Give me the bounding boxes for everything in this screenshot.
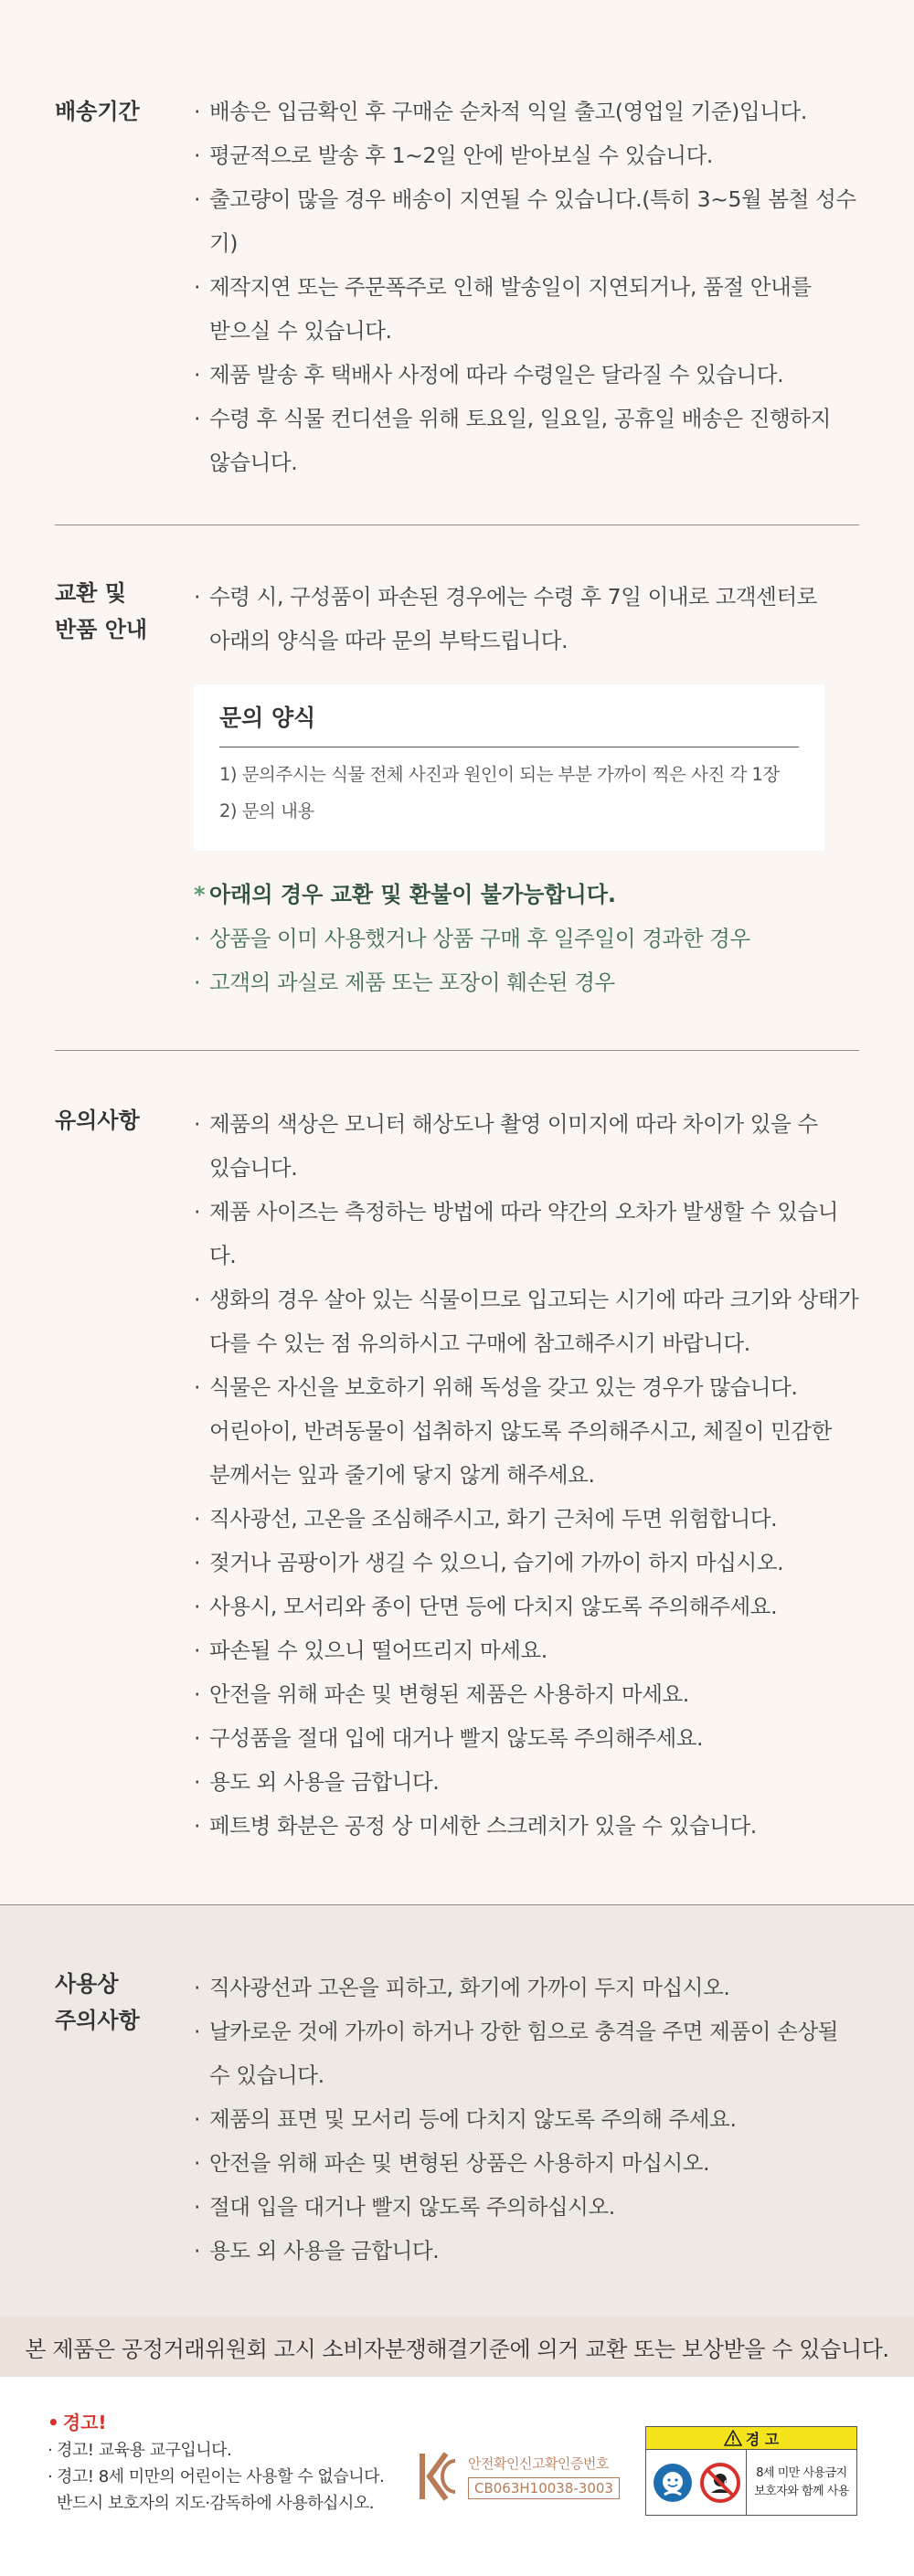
consumer-notice-band: 본 제품은 공정거래위원회 고시 소비자분쟁해결기준에 의거 교환 또는 보상받을 수 있습니다.: [0, 2316, 914, 2377]
usage-section: [0, 1905, 914, 2316]
shipping-list: [194, 90, 859, 484]
caution-section: [0, 1051, 914, 1904]
list-item: · 직사광선, 고온을 조심해주시고, 화기 근처에 두면 위험합니다.: [194, 1497, 859, 1541]
hazard-label: [645, 2426, 857, 2516]
inquiry-title: 문의 양식: [219, 705, 316, 731]
hazard-header: [646, 2427, 856, 2450]
list-item: · 페트병 화분은 공정 상 미세한 스크레치가 있을 수 있습니다.: [194, 1804, 859, 1848]
list-item: · 경고! 교육용 교구입니다.: [48, 2437, 384, 2464]
list-item: · 안전을 위해 파손 및 변형된 제품은 사용하지 마세요.: [194, 1672, 859, 1716]
warning-title: • 경고!: [48, 2412, 107, 2433]
child-face-icon: [652, 2462, 694, 2504]
usage-label: 사용상 주의사항: [55, 1971, 140, 2033]
list-item: · 생화의 경우 살아 있는 식물이므로 입고되는 시기에 따라 크기와 상태가 다를 수 있는 점 유의하시고 구매에 참고해주시기 바랍니다.: [194, 1277, 859, 1365]
age-prohibited-icon: [699, 2462, 741, 2504]
hazard-text-line2: 보호자와 함께 사용: [754, 2484, 849, 2498]
list-item: · 수령 시, 구성품이 파손된 경우에는 수령 후 7일 이내로 고객센터로 아래의 양식을 따라 문의 부탁드립니다.: [194, 575, 859, 663]
list-item: 2) 문의 내용: [219, 800, 314, 822]
exchange-list: [194, 575, 859, 663]
inquiry-list: [219, 757, 799, 830]
list-item: · 배송은 입금확인 후 구매순 순차적 익일 출고(영업일 기준)입니다.: [194, 90, 859, 133]
usage-wrapper: [0, 1904, 914, 2377]
warning-list: [48, 2437, 384, 2517]
asterisk-icon: *: [194, 882, 206, 907]
list-item: · 구성품을 절대 입에 대거나 빨지 않도록 주의해주세요.: [194, 1716, 859, 1760]
bullet-dot-icon: •: [48, 2412, 59, 2433]
exchange-section: [0, 525, 914, 1050]
exchange-label: 교환 및 반품 안내: [55, 580, 148, 642]
list-item: · 수령 후 식물 컨디션을 위해 토요일, 일요일, 공휴일 배송은 진행하지 않습니다.: [194, 397, 859, 484]
svg-text:0-8: 0-8: [723, 2478, 737, 2487]
list-item: · 출고량이 많을 경우 배송이 지연될 수 있습니다.(특히 3~5월 봄철 성수기): [194, 177, 859, 265]
usage-list: [194, 1966, 859, 2273]
list-item: · 제품 사이즈는 측정하는 방법에 따라 약간의 오차가 발생할 수 있습니다.: [194, 1190, 859, 1277]
list-item: · 절대 입을 대거나 빨지 않도록 주의하십시오.: [194, 2185, 859, 2229]
kc-label: 안전확인신고확인증번호: [468, 2455, 609, 2472]
list-item: · 사용시, 모서리와 종이 단면 등에 다치지 않도록 주의해주세요.: [194, 1585, 859, 1628]
list-item: · 제품의 색상은 모니터 해상도나 촬영 이미지에 따라 차이가 있을 수 있습니다.: [194, 1102, 859, 1190]
list-item: · 제작지연 또는 주문폭주로 인해 발송일이 지연되거나, 품절 안내를 받으실 수 있습니다.: [194, 265, 859, 353]
list-item: · 상품을 이미 사용했거나 상품 구매 후 일주일이 경과한 경우: [194, 917, 859, 960]
hazard-text-line1: 8세 미만 사용금지: [756, 2465, 847, 2480]
list-item: · 젖거나 곰팡이가 생길 수 있으니, 습기에 가까이 하지 마십시오.: [194, 1541, 859, 1585]
no-refund-heading: [194, 873, 859, 917]
list-item: · 고객의 과실로 제품 또는 포장이 훼손된 경우: [194, 960, 859, 1004]
list-item: · 직사광선과 고온을 피하고, 화기에 가까이 두지 마십시오.: [194, 1966, 859, 2009]
list-item: · 경고! 8세 미만의 어린이는 사용할 수 없습니다. 반드시 보호자의 지도·감독하에 사용하십시오.: [48, 2464, 384, 2517]
list-item: · 제품 발송 후 택배사 사정에 따라 수령일은 달라질 수 있습니다.: [194, 353, 859, 397]
list-item: · 안전을 위해 파손 및 변형된 상품은 사용하지 마십시오.: [194, 2141, 859, 2185]
list-item: · 파손될 수 있으니 떨어뜨리지 마세요.: [194, 1628, 859, 1672]
shipping-section: [0, 0, 914, 525]
warning-block: [48, 2410, 384, 2517]
warning-triangle-icon: [724, 2430, 742, 2446]
caution-list: [194, 1102, 859, 1848]
inquiry-form-box: [194, 684, 824, 851]
kc-certification: [419, 2450, 620, 2503]
list-item: · 날카로운 것에 가까이 하거나 강한 힘으로 충격을 주면 제품이 손상될 수 있습니다.: [194, 2009, 859, 2097]
no-refund-notice: [194, 873, 859, 1004]
shipping-label: 배송기간: [55, 99, 140, 124]
list-item: 1) 문의주시는 식물 전체 사진과 원인이 되는 부분 가까이 찍은 사진 각 1장: [219, 764, 780, 785]
list-item: · 평균적으로 발송 후 1~2일 안에 받아보실 수 있습니다.: [194, 133, 859, 177]
list-item: · 용도 외 사용을 금합니다.: [194, 2229, 859, 2273]
kc-code: CB063H10038-3003: [468, 2477, 620, 2499]
hazard-title: 경 고: [745, 2430, 780, 2448]
caution-label: 유의사항: [55, 1108, 140, 1133]
kc-mark-icon: [419, 2450, 457, 2503]
safety-footer: [0, 2377, 914, 2576]
list-item: · 제품의 표면 및 모서리 등에 다치지 않도록 주의해 주세요.: [194, 2097, 859, 2141]
no-refund-list: [194, 917, 859, 1004]
list-item: · 식물은 자신을 보호하기 위해 독성을 갖고 있는 경우가 많습니다. 어린아이, 반려동물이 섭취하지 않도록 주의해주시고, 체질이 민감한 분께서는 잎과 줄기에 닿지 않게 해주세요.: [194, 1365, 859, 1497]
list-item: · 용도 외 사용을 금합니다.: [194, 1760, 859, 1804]
no-refund-heading-text: 아래의 경우 교환 및 환불이 불가능합니다.: [209, 882, 617, 907]
